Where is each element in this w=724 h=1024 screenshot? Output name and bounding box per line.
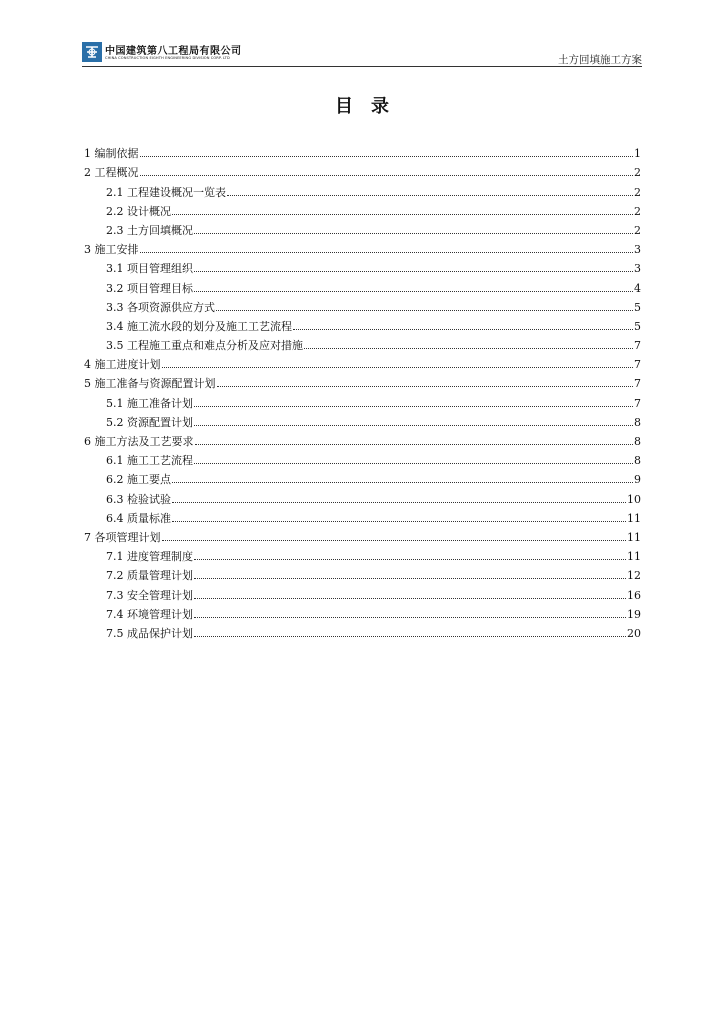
toc-entry-label: 2 工程概况 bbox=[84, 166, 139, 180]
cscec-logo-icon bbox=[82, 42, 102, 62]
toc-entry-page: 7 bbox=[634, 358, 641, 372]
toc-entry-page: 4 bbox=[634, 281, 641, 295]
toc-entry[interactable] bbox=[84, 602, 641, 621]
toc-entry-page: 7 bbox=[634, 396, 641, 410]
toc-entry-page: 19 bbox=[627, 607, 641, 621]
toc-dot-leader bbox=[162, 360, 634, 369]
toc-entry-page: 10 bbox=[627, 492, 641, 506]
toc-entry[interactable] bbox=[84, 218, 641, 237]
toc-entry-label: 5.2 资源配置计划 bbox=[106, 415, 193, 429]
toc-entry[interactable] bbox=[84, 256, 641, 275]
toc-entry[interactable] bbox=[84, 179, 641, 198]
toc-dot-leader bbox=[194, 226, 633, 235]
toc-entry-page: 5 bbox=[634, 319, 641, 333]
toc-entry-page: 20 bbox=[627, 626, 641, 640]
toc-entry-page: 1 bbox=[634, 147, 641, 161]
toc-entry-label: 3.1 项目管理组织 bbox=[106, 262, 193, 276]
document-name: 土方回填施工方案 bbox=[558, 54, 642, 66]
toc-entry[interactable] bbox=[84, 314, 641, 333]
toc-dot-leader bbox=[194, 418, 633, 427]
toc-entry-label: 3.3 各项资源供应方式 bbox=[106, 300, 215, 314]
toc-entry-page: 8 bbox=[634, 435, 641, 448]
toc-entry-page: 7 bbox=[634, 377, 641, 391]
toc-dot-leader bbox=[172, 207, 633, 216]
toc-entry[interactable] bbox=[84, 506, 641, 525]
toc-entry-label: 2.1 工程建设概况一览表 bbox=[106, 185, 226, 199]
toc-entry-label: 6 施工方法及工艺要求 bbox=[84, 435, 194, 448]
toc-entry[interactable] bbox=[84, 390, 641, 409]
toc-dot-leader bbox=[194, 456, 633, 465]
toc-dot-leader bbox=[194, 284, 633, 293]
toc-entry-page: 2 bbox=[634, 185, 641, 199]
toc-entry-label: 5 施工准备与资源配置计划 bbox=[84, 377, 216, 391]
toc-entry[interactable] bbox=[84, 486, 641, 505]
toc-entry[interactable] bbox=[84, 352, 641, 371]
toc-dot-leader bbox=[172, 514, 626, 523]
toc-entry-page: 3 bbox=[634, 243, 641, 257]
toc-entry-page: 5 bbox=[634, 300, 641, 314]
toc-entry-label: 3 施工安排 bbox=[84, 243, 139, 257]
company-name-en: CHINA CONSTRUCTION EIGHTH ENGINEERING DIVISION CORP. LTD bbox=[105, 56, 230, 60]
toc-entry-label: 4 施工进度计划 bbox=[84, 358, 161, 372]
toc-dot-leader bbox=[194, 610, 626, 619]
toc-dot-leader bbox=[162, 533, 627, 542]
toc-entry[interactable] bbox=[84, 448, 641, 467]
toc-dot-leader bbox=[172, 475, 633, 484]
toc-entry-page: 16 bbox=[627, 588, 641, 602]
toc-dot-leader bbox=[195, 437, 634, 446]
toc-entry-page: 2 bbox=[634, 166, 641, 180]
toc-dot-leader bbox=[194, 399, 633, 408]
toc-entry-page: 3 bbox=[634, 262, 641, 276]
toc-entry-page: 11 bbox=[627, 530, 641, 544]
toc-entry-page: 7 bbox=[634, 339, 641, 353]
toc-entry-label: 3.5 工程施工重点和难点分析及应对措施 bbox=[106, 339, 303, 353]
toc-entry[interactable] bbox=[84, 141, 641, 160]
toc-entry-page: 2 bbox=[634, 223, 641, 237]
toc-entry-label: 7.5 成品保护计划 bbox=[106, 626, 193, 640]
toc-entry-label: 7.4 环境管理计划 bbox=[106, 607, 193, 621]
toc-entry-label: 3.2 项目管理目标 bbox=[106, 281, 193, 295]
toc-dot-leader bbox=[227, 188, 633, 197]
toc-entry[interactable] bbox=[84, 333, 641, 352]
toc-entry-page: 12 bbox=[627, 569, 641, 583]
toc-dot-leader bbox=[216, 303, 633, 312]
company-name-cn: 中国建筑第八工程局有限公司 bbox=[105, 46, 242, 57]
toc-entry-page: 11 bbox=[627, 550, 641, 564]
toc-dot-leader bbox=[304, 341, 633, 350]
toc-entry[interactable] bbox=[84, 429, 641, 448]
toc-entry[interactable] bbox=[84, 160, 641, 179]
toc-entry[interactable] bbox=[84, 275, 641, 294]
toc-entry-label: 5.1 施工准备计划 bbox=[106, 396, 193, 410]
toc-dot-leader bbox=[293, 322, 633, 331]
toc-entry-label: 6.2 施工要点 bbox=[106, 473, 171, 487]
toc-entry[interactable] bbox=[84, 371, 641, 390]
toc-dot-leader bbox=[140, 245, 634, 254]
toc-entry-label: 1 编制依据 bbox=[84, 147, 139, 161]
toc-entry[interactable] bbox=[84, 544, 641, 563]
toc-dot-leader bbox=[217, 379, 634, 388]
toc-entry[interactable] bbox=[84, 237, 641, 256]
toc-dot-leader bbox=[194, 552, 626, 561]
toc-entry-label: 3.4 施工流水段的划分及施工工艺流程 bbox=[106, 319, 292, 333]
toc-entry-label: 7.2 质量管理计划 bbox=[106, 569, 193, 583]
toc-entry[interactable] bbox=[84, 525, 641, 544]
toc-dot-leader bbox=[172, 495, 626, 504]
table-of-contents bbox=[84, 141, 641, 640]
page-header bbox=[82, 40, 642, 67]
toc-entry-label: 6.1 施工工艺流程 bbox=[106, 454, 193, 468]
toc-entry[interactable] bbox=[84, 467, 641, 486]
toc-dot-leader bbox=[194, 264, 633, 273]
toc-entry[interactable] bbox=[84, 295, 641, 314]
toc-dot-leader bbox=[194, 629, 626, 638]
toc-entry-label: 6.3 检验试验 bbox=[106, 492, 171, 506]
toc-entry-page: 11 bbox=[627, 511, 641, 525]
toc-entry-label: 6.4 质量标准 bbox=[106, 511, 171, 525]
toc-dot-leader bbox=[194, 591, 626, 600]
toc-entry[interactable] bbox=[84, 199, 641, 218]
toc-entry[interactable] bbox=[84, 582, 641, 601]
toc-entry-label: 7.3 安全管理计划 bbox=[106, 588, 193, 602]
toc-entry-label: 2.2 设计概况 bbox=[106, 204, 171, 218]
toc-entry-label: 7.1 进度管理制度 bbox=[106, 550, 193, 564]
toc-entry-label: 7 各项管理计划 bbox=[84, 530, 161, 544]
toc-entry-page: 2 bbox=[634, 204, 641, 218]
toc-entry[interactable] bbox=[84, 410, 641, 429]
toc-entry-label: 2.3 土方回填概况 bbox=[106, 223, 193, 237]
toc-dot-leader bbox=[194, 571, 626, 580]
toc-entry-page: 9 bbox=[634, 473, 641, 487]
toc-title: 目录 bbox=[335, 96, 407, 117]
toc-dot-leader bbox=[140, 168, 634, 177]
toc-entry[interactable] bbox=[84, 563, 641, 582]
toc-dot-leader bbox=[140, 149, 634, 158]
toc-entry[interactable] bbox=[84, 621, 641, 640]
toc-entry-page: 8 bbox=[634, 415, 641, 429]
toc-entry-page: 8 bbox=[634, 454, 641, 468]
